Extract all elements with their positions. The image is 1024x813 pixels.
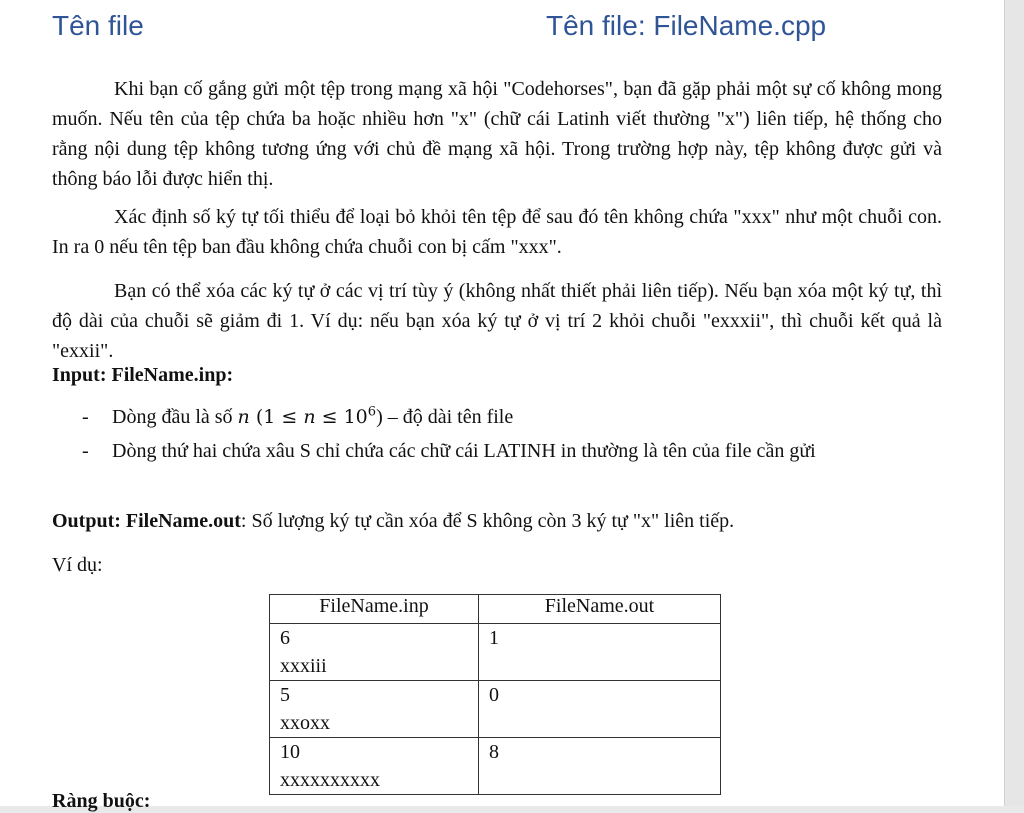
problem-paragraph-1: Khi bạn cố gắng gửi một tệp trong mạng xã hội "Codehorses", bạn đã gặp phải một sự cố không mong muốn. Nếu tên của tệp chứa ba hoặc nhiều hơn "x" (chữ cái Latinh viết thường "x") liên tiếp, hệ thống cho rằng nội dung tệp không tương ứng với chủ đề mạng xã hội. Trong trường hợp này, tệp không được gửi và thông báo lỗi được hiển thị. xyxy=(52,78,942,190)
table-row xyxy=(270,681,721,738)
output-heading: Output: FileName.out xyxy=(52,510,241,532)
output-cell: 1 xyxy=(479,624,721,681)
table-row xyxy=(270,624,721,681)
input-cell: 10 xxxxxxxxxx xyxy=(270,738,479,795)
bullet-dash: - xyxy=(82,440,89,462)
table-row xyxy=(270,738,721,795)
input-bullet-1: - Dòng đầu là số n $(1 \le n \le 10^6)$ – độ dài tên file xyxy=(52,402,942,432)
column-header-input: FileName.inp xyxy=(270,595,479,624)
bullet-dash: - xyxy=(82,406,89,428)
input-cell: 6 xxxiii xyxy=(270,624,479,681)
problem-paragraph-2: Xác định số ký tự tối thiểu để loại bỏ khỏi tên tệp để sau đó tên không chứa "xxx" như một chuỗi con. In ra 0 nếu tên tệp ban đầu không chứa chuỗi con bị cấm "xxx". xyxy=(52,206,942,258)
file-name-title: Tên file: FileName.cpp xyxy=(546,10,827,41)
n-range-formula: n ($1 \le n \le 10^6$ xyxy=(237,404,377,428)
constraints-heading: Ràng buộc: xyxy=(52,790,151,812)
output-cell: 8 xyxy=(479,738,721,795)
output-cell: 0 xyxy=(479,681,721,738)
example-table xyxy=(269,594,721,795)
output-line xyxy=(52,506,734,536)
output-description: : Số lượng ký tự cần xóa để S không còn 3 ký tự "x" liên tiếp. xyxy=(240,510,735,532)
input-description-list xyxy=(52,402,942,470)
column-header-output: FileName.out xyxy=(479,595,721,624)
file-title-label: Tên file xyxy=(52,10,144,41)
page-margin-edge xyxy=(1004,0,1024,806)
table-header-row xyxy=(270,595,721,624)
problem-paragraph-3: Bạn có thể xóa các ký tự ở các vị trí tùy ý (không nhất thiết phải liên tiếp). Nếu bạn xóa một ký tự, thì độ dài của chuỗi sẽ giảm đi 1. Ví dụ: nếu bạn xóa ký tự ở vị trí 2 khỏi chuỗi "exxxii", thì chuỗi kết quả là "exxii". xyxy=(52,280,942,362)
input-bullet-2: - Dòng thứ hai chứa xâu S chỉ chứa các chữ cái LATINH in thường là tên của file cần gửi xyxy=(52,436,942,466)
example-heading: Ví dụ: xyxy=(52,554,103,576)
input-cell: 5 xxoxx xyxy=(270,681,479,738)
input-heading: Input: FileName.inp: xyxy=(52,364,234,386)
